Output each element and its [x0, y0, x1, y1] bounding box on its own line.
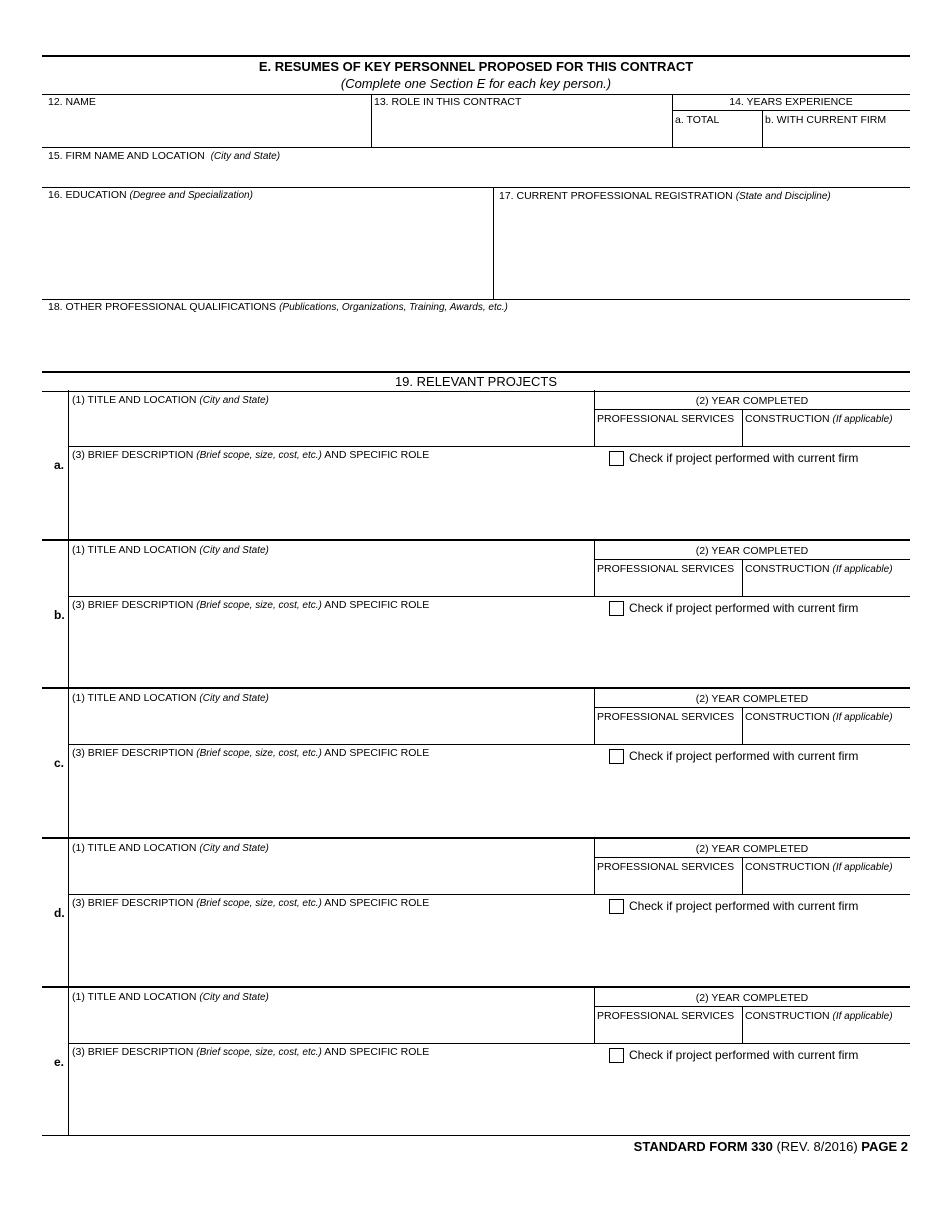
professional-services-label: PROFESSIONAL SERVICES [597, 563, 735, 575]
construction-label: CONSTRUCTION (If applicable) [745, 711, 893, 723]
current-firm-checkbox-label: Check if project performed with current firm [629, 451, 859, 465]
current-firm-checkbox-label: Check if project performed with current firm [629, 749, 859, 763]
name-field[interactable] [42, 108, 371, 147]
project-letter: d. [54, 906, 65, 920]
name-label: 12. NAME [48, 96, 96, 108]
year-completed-label: (2) YEAR COMPLETED [695, 395, 809, 407]
description-rule [68, 596, 910, 597]
professional-services-label: PROFESSIONAL SERVICES [597, 711, 735, 723]
years-label: 14. YEARS EXPERIENCE [729, 96, 853, 108]
year-completed-label: (2) YEAR COMPLETED [695, 545, 809, 557]
professional-services-label: PROFESSIONAL SERVICES [597, 1010, 735, 1022]
role-field[interactable] [371, 108, 672, 147]
project-letter: c. [54, 756, 65, 770]
year-sub-rule [594, 857, 910, 858]
current-firm-checkbox-label: Check if project performed with current firm [629, 601, 859, 615]
construction-label: CONSTRUCTION (If applicable) [745, 1010, 893, 1022]
title-location-field[interactable] [69, 704, 594, 744]
years-firm-field[interactable] [762, 126, 910, 147]
title-location-label: (1) TITLE AND LOCATION (City and State) [72, 544, 269, 556]
construction-label: CONSTRUCTION (If applicable) [745, 861, 893, 873]
description-label: (3) BRIEF DESCRIPTION (Brief scope, size, cost, etc.) AND SPECIFIC ROLE [72, 1046, 430, 1058]
description-rule [68, 1043, 910, 1044]
description-field[interactable] [69, 910, 594, 985]
registration-label: 17. CURRENT PROFESSIONAL REGISTRATION (State and Discipline) [499, 190, 831, 202]
current-firm-checkbox[interactable] [609, 899, 624, 914]
years-total-field[interactable] [672, 126, 762, 147]
year-sub-rule [594, 559, 910, 560]
year-sub-rule [594, 707, 910, 708]
section-subtitle: (Complete one Section E for each key person.) [340, 76, 612, 91]
title-location-label: (1) TITLE AND LOCATION (City and State) [72, 842, 269, 854]
title-location-field[interactable] [69, 556, 594, 596]
role-label: 13. ROLE IN THIS CONTRACT [374, 96, 522, 108]
rule-12 [42, 94, 910, 95]
title-location-label: (1) TITLE AND LOCATION (City and State) [72, 692, 269, 704]
professional-services-field[interactable] [595, 426, 742, 446]
description-label: (3) BRIEF DESCRIPTION (Brief scope, size, cost, etc.) AND SPECIFIC ROLE [72, 449, 430, 461]
description-rule [68, 744, 910, 745]
education-field[interactable] [42, 202, 493, 299]
top-rule [42, 55, 910, 57]
project-row-rule [42, 391, 910, 392]
professional-services-label: PROFESSIONAL SERVICES [597, 413, 735, 425]
professional-services-field[interactable] [595, 874, 742, 894]
title-location-field[interactable] [69, 406, 594, 446]
title-location-label: (1) TITLE AND LOCATION (City and State) [72, 394, 269, 406]
construction-field[interactable] [743, 1023, 910, 1043]
current-firm-checkbox-label: Check if project performed with current firm [629, 1048, 859, 1062]
title-location-field[interactable] [69, 854, 594, 894]
title-location-field[interactable] [69, 1003, 594, 1043]
description-label: (3) BRIEF DESCRIPTION (Brief scope, size, cost, etc.) AND SPECIFIC ROLE [72, 747, 430, 759]
rule-15 [42, 147, 910, 148]
bottom-rule [42, 1135, 910, 1136]
project-row-rule [42, 837, 910, 839]
description-field[interactable] [69, 1059, 594, 1134]
qualifications-field[interactable] [42, 314, 910, 371]
title-location-label: (1) TITLE AND LOCATION (City and State) [72, 991, 269, 1003]
firm-field[interactable] [42, 162, 910, 187]
description-field[interactable] [69, 462, 594, 537]
rule-14-sub [672, 110, 910, 111]
construction-field[interactable] [743, 576, 910, 596]
current-firm-checkbox[interactable] [609, 601, 624, 616]
construction-field[interactable] [743, 724, 910, 744]
year-sub-rule [594, 409, 910, 410]
project-row-rule [42, 687, 910, 689]
project-row-rule [42, 539, 910, 541]
registration-field[interactable] [494, 202, 910, 299]
qualifications-label: 18. OTHER PROFESSIONAL QUALIFICATIONS (Publications, Organizations, Training, Awards, etc.) [48, 301, 508, 313]
description-rule [68, 894, 910, 895]
construction-field[interactable] [743, 426, 910, 446]
description-field[interactable] [69, 612, 594, 687]
years-total-label: a. TOTAL [675, 114, 720, 126]
description-field[interactable] [69, 760, 594, 835]
project-row-rule [42, 986, 910, 988]
section-title: E. RESUMES OF KEY PERSONNEL PROPOSED FOR THIS CONTRACT [258, 59, 694, 74]
construction-field[interactable] [743, 874, 910, 894]
current-firm-checkbox-label: Check if project performed with current firm [629, 899, 859, 913]
year-completed-label: (2) YEAR COMPLETED [695, 992, 809, 1004]
rule-16 [42, 187, 910, 188]
year-sub-rule [594, 1006, 910, 1007]
project-letter: b. [54, 608, 65, 622]
description-rule [68, 446, 910, 447]
firm-label: 15. FIRM NAME AND LOCATION (City and State) [48, 150, 281, 162]
professional-services-field[interactable] [595, 576, 742, 596]
description-label: (3) BRIEF DESCRIPTION (Brief scope, size, cost, etc.) AND SPECIFIC ROLE [72, 599, 430, 611]
current-firm-checkbox[interactable] [609, 451, 624, 466]
description-label: (3) BRIEF DESCRIPTION (Brief scope, size, cost, etc.) AND SPECIFIC ROLE [72, 897, 430, 909]
project-letter: a. [54, 458, 65, 472]
professional-services-label: PROFESSIONAL SERVICES [597, 861, 735, 873]
form-footer: STANDARD FORM 330 (REV. 8/2016) PAGE 2 [633, 1139, 908, 1154]
year-completed-label: (2) YEAR COMPLETED [695, 843, 809, 855]
relevant-projects-header: 19. RELEVANT PROJECTS [394, 374, 558, 389]
rule-19 [42, 371, 910, 373]
current-firm-checkbox[interactable] [609, 749, 624, 764]
professional-services-field[interactable] [595, 724, 742, 744]
current-firm-checkbox[interactable] [609, 1048, 624, 1063]
project-letter: e. [54, 1055, 65, 1069]
education-label: 16. EDUCATION (Degree and Specialization) [48, 189, 253, 201]
years-firm-label: b. WITH CURRENT FIRM [765, 114, 887, 126]
construction-label: CONSTRUCTION (If applicable) [745, 563, 893, 575]
year-completed-label: (2) YEAR COMPLETED [695, 693, 809, 705]
rule-18 [42, 299, 910, 300]
professional-services-field[interactable] [595, 1023, 742, 1043]
construction-label: CONSTRUCTION (If applicable) [745, 413, 893, 425]
